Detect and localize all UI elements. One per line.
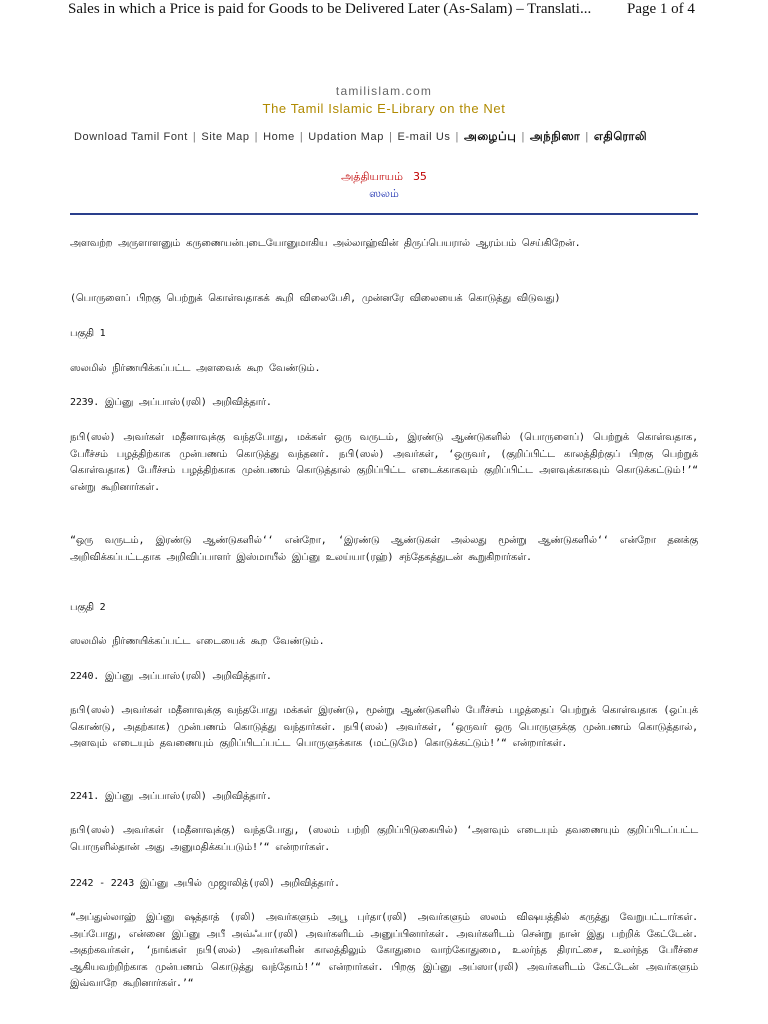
chapter-label: அத்தியாயம் [341,170,403,183]
nav-separator: | [388,131,393,143]
chapter-heading [0,170,768,185]
site-tagline: The Tamil Islamic E-Library on the Net [262,101,506,116]
nav-updation-map[interactable]: Updation Map [308,131,384,143]
hadith-number: 2241. இப்னு அப்பாஸ்(ரலி) அறிவித்தார். [70,791,272,802]
narrator-note: “ஒரு வருடம், இரண்டு ஆண்டுகளில்‘‘ என்றோ, ‘இரண்டு ஆண்டுகள் அல்லது மூன்று ஆண்டுகளில்‘‘ என்றோ தனக்கு அறிவிக்கப்பட்டதாக அறிவிப்பாளர் இஸ்மாயீல் இப்னு உலய்யா(ரஹ்) சந்தேகத்துடன் கூறுகிறார்கள். [70,535,698,563]
nav-download-tamil-font[interactable]: Download Tamil Font [74,131,188,143]
hadith-number: 2240. இப்னு அப்பாஸ்(ரலி) அறிவித்தார். [70,671,272,682]
nav-separator: | [455,131,459,143]
nav-separator: | [521,131,525,143]
nav-ethiroli[interactable]: எதிரொலி [593,131,648,143]
hadith-text: “அப்துல்லாஹ் இப்னு ஷத்தாத் (ரலி) அவர்களும் அபூ புர்தா(ரலி) அவர்களும் ஸலம் விஷயத்தில் கருத்து வேறுபட்டார்கள். அப்போது, என்னை இப்னு அபீ அவ்ஃபா(ரலி) அவர்களிடம் அனுப்பினார்கள். அவர்களிடம் சென்று நான் இது பற்றிக் கேட்டேன். அதற்கவர்கள், ‘நாங்கள் நபி(ஸல்) அவர்களின் காலத்திலும் கோதுமை வாற்கோதுமை, உலர்ந்த திராட்சை, உலர்ந்த பேரீச்சை ஆகியவற்றிற்காக முன்பணம் கொடுத்து வந்தோம்!’“ என்றார்கள். பிறகு இப்னு அப்ஸா(ரலி) அவர்களிடம் கேட்டேன் அவர்களும் இவ்வாறே கூறினார்கள்.’“ [70,912,698,989]
hadith-number: 2239. இப்னு அப்பாஸ்(ரலி) அறிவித்தார். [70,397,272,408]
chapter-description: (பொருளைப் பிறகு பெற்றுக் கொள்வதாகக் கூறி விலைபேசி, முன்னரே விலையைக் கொடுத்து விடுவது) [70,293,561,304]
section-title: ஸலமில் நிர்ணயிக்கப்பட்ட அளவைக் கூற வேண்டும். [70,363,321,374]
chapter-title: ஸலம் [369,187,399,200]
nav-home[interactable]: Home [263,131,295,143]
print-page-number: Page 1 of 4 [627,1,695,17]
section-heading: பகுதி 2 [70,602,106,613]
nav-annisa[interactable]: அந்நிஸா [529,131,581,143]
hadith-number: 2242 - 2243 இப்னு அபில் முஜாலித்(ரலி) அறிவித்தார். [70,878,340,889]
site-name[interactable]: tamilislam.com [335,84,433,98]
section-heading: பகுதி 1 [70,328,106,339]
header-divider [70,213,698,215]
top-nav [74,131,714,145]
nav-email-us[interactable]: E-mail Us [397,131,451,143]
nav-separator: | [299,131,304,143]
nav-separator: | [192,131,197,143]
hadith-text: நபி(ஸல்) அவர்கள் மதீனாவுக்கு வந்தபோது, மக்கள் ஒரு வருடம், இரண்டு ஆண்டுகளில் (பொருளைப்) பெற்றுக் கொள்வதாக, பேரீச்சம் பழத்திற்காக முன்பணம் கொடுத்து வந்தனர். நபி(ஸல்) அவர்கள், ‘ஒருவர், (குறிப்பிட்ட காலத்திற்குப் பிறகு பெற்றுக் கொள்வதாக) பேரீச்சம் பழத்திற்காக முன்பணம் கொடுத்தால் குறிப்பிட்ட எடைக்காகவும் குறிப்பிட்ட அளவுக்காகவும் கொடுக்கட்டும்!’“ என்று கூறினார்கள். [70,432,698,493]
print-header [0,0,768,22]
nav-separator: | [585,131,589,143]
nav-site-map[interactable]: Site Map [201,131,250,143]
hadith-text: நபி(ஸல்) அவர்கள் மதீனாவுக்கு வந்தபோது மக்கள் இரண்டு, மூன்று ஆண்டுகளில் பேரீச்சம் பழத்தைப் பெற்றுக் கொள்வதாக (ஒப்புக் கொண்டு, அதற்காக) முன்பணம் கொடுத்து வந்தார்கள். நபி(ஸல்) அவர்கள், ‘ஒருவர் ஒரு பொருளுக்கு முன்பணம் கொடுத்தால், அளவும் எடையும் தவணையும் குறிப்பிடப்பட்ட பொருளுக்காக (மட்டுமே) கொடுக்கட்டும்!’“ என்றார்கள். [70,705,698,749]
nav-azhaippu[interactable]: அழைப்பு [464,131,517,143]
opening-invocation: அளவற்ற அருளாளனும் கருணையன்புடையோனுமாகிய அல்லாஹ்வின் திருப்பெயரால் ஆரம்பம் செய்கிறேன். [70,238,581,249]
nav-separator: | [254,131,259,143]
section-title: ஸலமில் நிர்ணயிக்கப்பட்ட எடையைக் கூற வேண்டும். [70,636,325,647]
chapter-number: 35 [412,170,427,183]
print-header-title: Sales in which a Price is paid for Goods to be Delivered Later (As-Salam) – Translati... [68,1,592,17]
hadith-text: நபி(ஸல்) அவர்கள் (மதீனாவுக்கு) வந்தபோது, (ஸலம் பற்றி குறிப்பிடுகையில்) ‘அளவும் எடையும் தவணையும் குறிப்பிடப்பட்ட பொருளில்தான் அது அனுமதிக்கப்படும்!’“ என்றார்கள். [70,825,698,853]
